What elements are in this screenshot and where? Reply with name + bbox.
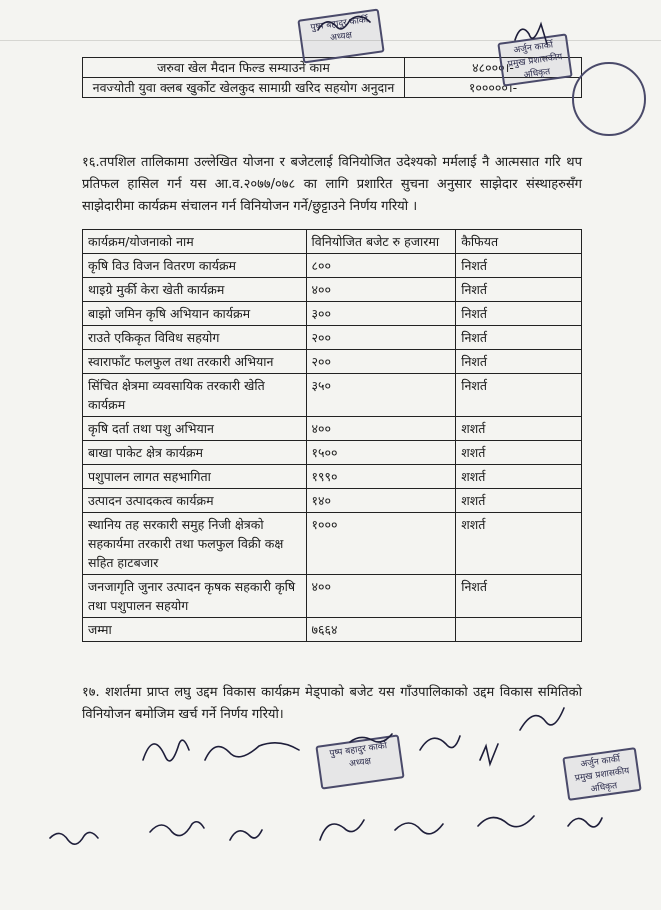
amount-cell: ४८०००।- [405, 58, 582, 78]
budget-cell: १४० [306, 489, 456, 513]
signature-mark [320, 820, 364, 840]
signature-mark [143, 740, 189, 761]
signature-mark [478, 816, 534, 827]
stamp-title: प्रमुख प्रशासकीय अधिकृत [507, 52, 563, 81]
budget-cell: १५०० [306, 441, 456, 465]
program-name-cell: पशुपालन लागत सहभागिता [83, 465, 307, 489]
signature-mark [420, 736, 460, 750]
signature-mark [350, 734, 392, 742]
remark-cell: शशर्त [456, 441, 582, 465]
program-name-cell: थाइग्रे मुर्की केरा खेती कार्यक्रम [83, 278, 307, 302]
budget-cell: १००० [306, 513, 456, 575]
program-name-cell: स्वाराफाँट फलफुल तथा तरकारी अभियान [83, 350, 307, 374]
budget-cell: ८०० [306, 254, 456, 278]
signature-mark [480, 744, 498, 764]
remark-cell: शशर्त [456, 513, 582, 575]
signature-mark [515, 24, 547, 44]
program-name-cell: स्थानिय तह सरकारी समुह निजी क्षेत्रको सहकार्यमा तरकारी तथा फलफुल विक्री कक्ष सहित हाटबजार [83, 513, 307, 575]
total-label: जम्मा [83, 618, 307, 642]
stamp-name: पुष्प बहादुर कार्की [309, 15, 369, 34]
program-name-cell: सिंचित क्षेत्रमा व्यवसायिक तरकारी खेति कार्यक्रम [83, 374, 307, 417]
budget-cell: २०० [306, 350, 456, 374]
remark-cell: शशर्त [456, 465, 582, 489]
signature-mark [230, 830, 262, 840]
total-value: ७६६४ [306, 618, 456, 642]
work-cell: जरुवा खेल मैदान फिल्ड सम्याउने काम [83, 58, 405, 78]
budget-cell: ३५० [306, 374, 456, 417]
remark-cell: निशर्त [456, 350, 582, 374]
remark-cell: निशर्त [456, 575, 582, 618]
header-program-name: कार्यक्रम/योजनाको नाम [83, 230, 307, 254]
signature-mark [395, 823, 443, 834]
budget-cell: २०० [306, 326, 456, 350]
program-name-cell: जनजागृति जुनार उत्पादन कृषक सहकारी कृषि तथा पशुपालन सहयोग [83, 575, 307, 618]
stamp-title: प्रमुख प्रशासकीय अधिकृत [574, 766, 630, 795]
signature-mark [520, 708, 564, 730]
amount-cell: १०००००।- [405, 78, 582, 98]
program-name-cell: कृषि विउ विजन वितरण कार्यक्रम [83, 254, 307, 278]
remark-cell: शशर्त [456, 489, 582, 513]
remark-cell: निशर्त [456, 254, 582, 278]
program-name-cell: कृषि दर्ता तथा पशु अभियान [83, 417, 307, 441]
stamp-name: अर्जुन कार्की [512, 40, 554, 56]
header-remark: कैफियत [456, 230, 582, 254]
decision-16-paragraph: १६.तपशिल तालिकामा उल्लेखित योजना र बजेटलाई विनियोजित उदेश्यको मर्मलाई नै आत्मसात गरि थप प्रतिफल हासिल गर्न यस आ.व.२०७७/०७८ का लागि प्रशारित सुचना अनुसार साझेदार संस्थाहरुसँग साझेदारीमा कार्यक्रम संचालन गर्न विनियोजन गर्ने/छुट्टाउने निर्णय गरियो । [82, 155, 582, 214]
program-name-cell: बाझो जमिन कृषि अभियान कार्यक्रम [83, 302, 307, 326]
budget-cell: ४०० [306, 417, 456, 441]
budget-cell: ४०० [306, 278, 456, 302]
signature-mark [50, 832, 98, 844]
stamp-name: पुष्प बहादुर कार्की [328, 741, 388, 760]
signature-mark [318, 16, 370, 30]
budget-cell: १९९० [306, 465, 456, 489]
program-name-cell: उत्पादन उत्पादकत्व कार्यक्रम [83, 489, 307, 513]
signature-mark [205, 743, 299, 760]
remark-cell: निशर्त [456, 278, 582, 302]
program-name-cell: राउते एकिकृत विविध सहयोग [83, 326, 307, 350]
budget-cell: ३०० [306, 302, 456, 326]
signature-mark [150, 822, 204, 836]
remark-cell: निशर्त [456, 302, 582, 326]
signature-mark [568, 818, 602, 827]
stamp-title: अध्यक्ष [329, 30, 353, 44]
remark-cell: निशर्त [456, 374, 582, 417]
decision-17-paragraph: १७. शशर्तमा प्राप्त लघु उद्दम विकास कार्यक्रम मेड्पाको बजेट यस गाँउपालिकाको उद्दम विकास समितिको विनियोजन बमोजिम खर्च गर्ने निर्णय गरियो। [82, 685, 582, 722]
stamp-name: अर्जुन कार्की [579, 754, 621, 770]
header-budget: विनियोजित बजेट रु हजारमा [306, 230, 456, 254]
work-cell: नवज्योती युवा क्लब खुर्कोट खेलकुद सामाग्री खरिद सहयोग अनुदान [83, 78, 405, 98]
budget-cell: ४०० [306, 575, 456, 618]
program-name-cell: बाखा पाकेट क्षेत्र कार्यक्रम [83, 441, 307, 465]
stamp-title: अध्यक्ष [348, 756, 372, 770]
remark-cell: शशर्त [456, 417, 582, 441]
remark-cell: निशर्त [456, 326, 582, 350]
